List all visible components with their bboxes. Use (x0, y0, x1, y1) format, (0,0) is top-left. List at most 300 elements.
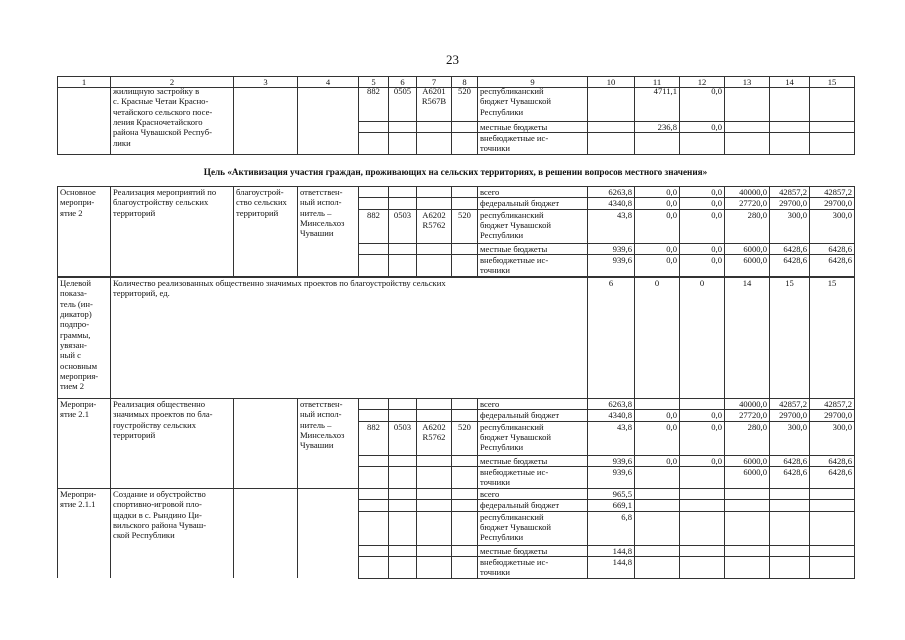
value-cell: 6263,8 (588, 399, 635, 410)
value-cell (770, 556, 810, 578)
csr-cell (417, 86, 452, 121)
value-cell: 0,0 (680, 421, 725, 455)
value-cell (725, 489, 770, 500)
value-cell: 4711,1 (635, 86, 680, 121)
housing-project-block (57, 86, 855, 155)
value-cell: 0,0 (635, 209, 680, 243)
source-line: республиканский (480, 511, 544, 522)
vr-cell (452, 132, 478, 154)
name-cell (111, 187, 234, 277)
status-cell (58, 86, 111, 154)
executor-line: нитель – (300, 419, 332, 430)
header-cell: 6 (389, 77, 417, 88)
value-cell: 6428,6 (810, 243, 855, 254)
status-line: Меропри- (60, 489, 97, 499)
value-cell: 6 (588, 278, 635, 399)
csr-line: R5762 (422, 431, 446, 442)
status-line: дикатор) (60, 308, 92, 319)
vr-cell (452, 121, 478, 132)
grbs-cell (359, 466, 389, 488)
name-line: жилищную застройку в (113, 86, 200, 96)
source-cell (478, 254, 588, 276)
value-cell (810, 132, 855, 154)
source-cell: всего (478, 187, 588, 198)
grbs-cell (359, 254, 389, 276)
source-cell (478, 556, 588, 578)
value-cell: 40000,0 (725, 187, 770, 198)
grbs-cell (359, 545, 389, 556)
executor-line: ответствен- (300, 187, 343, 197)
source-cell (478, 421, 588, 455)
value-cell: 939,6 (588, 243, 635, 254)
value-cell (725, 121, 770, 132)
source-line: бюджет Чувашской (480, 521, 551, 532)
value-cell: 144,8 (588, 556, 635, 578)
executor-cell (298, 86, 359, 154)
value-cell: 939,6 (588, 466, 635, 488)
source-line: внебюджетные ис- (480, 556, 549, 567)
status-line: подпро- (60, 319, 90, 330)
value-cell: 0,0 (635, 198, 680, 209)
status-line: граммы, (60, 329, 91, 340)
rzpr-cell (389, 198, 417, 209)
value-cell: 300,0 (810, 209, 855, 243)
value-cell: 42857,2 (810, 187, 855, 198)
value-cell: 6000,0 (725, 455, 770, 466)
name-line: Создание и обустройство (113, 489, 206, 499)
rzpr-cell (389, 132, 417, 154)
measure-2-1-block (57, 398, 855, 489)
header-cell: 11 (635, 77, 680, 88)
rzpr-cell (389, 545, 417, 556)
name-line: спортивно-игровой пло- (113, 499, 202, 510)
status-line: мероприя- (60, 370, 99, 381)
csr-cell (417, 556, 452, 578)
grbs-cell (359, 121, 389, 132)
vr-cell (452, 254, 478, 276)
name-line: гоустройству сельских (113, 419, 197, 430)
value-cell: 6428,6 (770, 466, 810, 488)
csr-cell (417, 489, 452, 500)
value-cell: 6428,6 (810, 254, 855, 276)
value-cell: 939,6 (588, 455, 635, 466)
rzpr-cell (389, 254, 417, 276)
value-cell (635, 556, 680, 578)
value-cell (770, 489, 810, 500)
grbs-cell (359, 511, 389, 545)
value-cell (635, 132, 680, 154)
value-cell (770, 86, 810, 121)
status-line: ный с (60, 350, 81, 361)
vr-cell: 520 (452, 421, 478, 455)
name-line: лики (113, 137, 131, 148)
value-cell (680, 466, 725, 488)
value-cell (770, 500, 810, 511)
csr-cell (417, 198, 452, 209)
name-line: благоустройству сельских (113, 197, 209, 208)
subprogram-line: территорий (236, 207, 279, 218)
grbs-cell (359, 489, 389, 500)
source-line: внебюджетные ис- (480, 254, 549, 265)
source-cell: местные бюджеты (478, 455, 588, 466)
header-cell: 8 (452, 77, 478, 88)
measure-2-1-1-block (57, 488, 855, 579)
value-cell: 43,8 (588, 209, 635, 243)
source-line: точники (480, 477, 511, 488)
source-line: Республики (480, 106, 524, 117)
header-cell: 3 (234, 77, 298, 88)
value-cell (588, 86, 635, 121)
value-cell (770, 132, 810, 154)
rzpr-cell (389, 243, 417, 254)
rzpr-cell (389, 466, 417, 488)
value-cell: 27720,0 (725, 198, 770, 209)
vr-cell (452, 198, 478, 209)
value-cell: 15 (810, 278, 855, 399)
value-cell (810, 511, 855, 545)
rzpr-cell: 0505 (389, 86, 417, 121)
value-cell (725, 132, 770, 154)
source-cell (478, 86, 588, 121)
value-cell: 15 (770, 278, 810, 399)
status-line: ятие 2.1 (60, 409, 90, 420)
value-cell (680, 556, 725, 578)
grbs-cell: 882 (359, 86, 389, 121)
value-cell (725, 500, 770, 511)
csr-cell (417, 399, 452, 410)
value-cell: 0,0 (635, 187, 680, 198)
grbs-cell (359, 500, 389, 511)
value-cell (680, 132, 725, 154)
source-cell (478, 511, 588, 545)
executor-line: Чувашии (300, 440, 334, 451)
value-cell: 0,0 (635, 243, 680, 254)
value-cell: 6000,0 (725, 254, 770, 276)
goal-title: Цель «Активизация участия граждан, проживающих на сельских территориях, в решении вопросов местного значения» (203, 167, 708, 177)
header-cell: 5 (359, 77, 389, 88)
value-cell: 965,5 (588, 489, 635, 500)
name-line: ления Красночетайского (113, 116, 203, 127)
vr-cell (452, 466, 478, 488)
value-cell: 29700,0 (770, 410, 810, 421)
vr-cell (452, 455, 478, 466)
header-cell: 13 (725, 77, 770, 88)
value-cell (810, 489, 855, 500)
vr-cell: 520 (452, 209, 478, 243)
value-cell: 280,0 (725, 421, 770, 455)
rzpr-cell (389, 455, 417, 466)
executor-cell (298, 399, 359, 489)
value-cell: 0,0 (680, 121, 725, 132)
csr-line: А6201 (422, 86, 446, 96)
csr-line: А6202 (422, 421, 446, 432)
value-cell (810, 556, 855, 578)
status-line: тием 2 (60, 381, 85, 392)
name-line: Реализация мероприятий по (113, 187, 217, 197)
value-cell: 14 (725, 278, 770, 399)
csr-cell (417, 209, 452, 243)
csr-cell (417, 511, 452, 545)
value-cell (810, 545, 855, 556)
value-cell: 4340,8 (588, 198, 635, 209)
rzpr-cell (389, 410, 417, 421)
value-cell: 6428,6 (770, 455, 810, 466)
subprogram-line: благоустрой- (236, 187, 284, 197)
vr-cell (452, 243, 478, 254)
source-line: точники (480, 567, 511, 578)
grbs-cell (359, 187, 389, 198)
subprogram-cell (234, 187, 298, 277)
source-cell: федеральный бюджет (478, 500, 588, 511)
name-line: ской Республики (113, 530, 175, 541)
source-cell: местные бюджеты (478, 121, 588, 132)
value-cell: 0 (680, 278, 725, 399)
table-row (58, 489, 855, 500)
table-row (58, 278, 855, 399)
value-cell: 6,8 (588, 511, 635, 545)
name-line: значимых проектов по бла- (113, 409, 213, 420)
executor-line: нитель – (300, 207, 332, 218)
source-line: республиканский (480, 86, 544, 96)
grbs-cell (359, 399, 389, 410)
name-line: с. Красные Четаи Красно- (113, 96, 209, 107)
subprogram-cell (234, 86, 298, 154)
vr-cell (452, 489, 478, 500)
source-cell: всего (478, 489, 588, 500)
vr-cell (452, 500, 478, 511)
executor-line: Чувашии (300, 228, 334, 239)
rzpr-cell (389, 511, 417, 545)
value-cell (588, 132, 635, 154)
source-line: точники (480, 265, 511, 276)
target-indicator-block (57, 277, 855, 399)
header-cell: 7 (417, 77, 452, 88)
value-cell (680, 545, 725, 556)
grbs-cell (359, 243, 389, 254)
name-line: района Чувашской Респуб- (113, 127, 212, 138)
status-line: тель (ин- (60, 298, 93, 309)
name-line: территорий (113, 429, 156, 440)
source-line: Республики (480, 442, 524, 453)
value-cell: 40000,0 (725, 399, 770, 410)
grbs-cell: 882 (359, 421, 389, 455)
name-line: четайского сельского посе- (113, 106, 213, 117)
status-line: ятие 2.1.1 (60, 499, 96, 510)
rzpr-cell (389, 489, 417, 500)
vr-cell (452, 187, 478, 198)
value-cell (680, 399, 725, 410)
value-cell: 29700,0 (810, 198, 855, 209)
header-cell: 1 (58, 77, 111, 88)
value-cell (680, 489, 725, 500)
value-cell (680, 500, 725, 511)
executor-line: ный испол- (300, 197, 342, 208)
value-cell: 43,8 (588, 421, 635, 455)
vr-cell (452, 556, 478, 578)
value-cell: 6428,6 (770, 254, 810, 276)
value-cell: 300,0 (810, 421, 855, 455)
grbs-cell (359, 455, 389, 466)
status-line: увязан- (60, 339, 87, 350)
grbs-cell: 882 (359, 209, 389, 243)
table-row (58, 187, 855, 198)
value-cell (635, 399, 680, 410)
value-cell (680, 511, 725, 545)
csr-cell (417, 466, 452, 488)
header-cell: 10 (588, 77, 635, 88)
executor-line: ответствен- (300, 399, 343, 409)
status-line: основным (60, 360, 98, 371)
main-measure-2-block (57, 186, 855, 277)
vr-cell: 520 (452, 86, 478, 121)
value-cell (588, 121, 635, 132)
status-line: меропри- (60, 197, 95, 208)
source-cell: всего (478, 399, 588, 410)
value-cell: 42857,2 (810, 399, 855, 410)
indicator-line: Количество реализованных общественно значимых проектов по благоустройству сельских (113, 278, 446, 288)
csr-cell (417, 187, 452, 198)
vr-cell (452, 545, 478, 556)
value-cell: 6000,0 (725, 466, 770, 488)
csr-cell (417, 421, 452, 455)
value-cell: 6000,0 (725, 243, 770, 254)
value-cell: 939,6 (588, 254, 635, 276)
value-cell: 6428,6 (770, 243, 810, 254)
value-cell: 0,0 (635, 254, 680, 276)
source-cell: местные бюджеты (478, 243, 588, 254)
csr-cell (417, 254, 452, 276)
indicator-line: территорий, ед. (113, 288, 170, 299)
subprogram-cell (234, 489, 298, 579)
value-cell: 29700,0 (810, 410, 855, 421)
csr-cell (417, 410, 452, 421)
rzpr-cell (389, 556, 417, 578)
value-cell: 6428,6 (810, 466, 855, 488)
name-cell (111, 86, 234, 154)
csr-cell (417, 455, 452, 466)
vr-cell (452, 410, 478, 421)
header-cell: 12 (680, 77, 725, 88)
executor-line: ный испол- (300, 409, 342, 420)
grbs-cell (359, 132, 389, 154)
value-cell: 0,0 (680, 198, 725, 209)
rzpr-cell: 0503 (389, 209, 417, 243)
executor-cell (298, 489, 359, 579)
page-number: 23 (446, 52, 459, 67)
value-cell: 0,0 (680, 410, 725, 421)
value-cell: 6263,8 (588, 187, 635, 198)
value-cell (810, 86, 855, 121)
source-line: бюджет Чувашской (480, 431, 551, 442)
source-line: бюджет Чувашской (480, 96, 551, 107)
source-line: бюджет Чувашской (480, 219, 551, 230)
value-cell: 300,0 (770, 421, 810, 455)
subprogram-line: ство сельских (236, 197, 287, 208)
value-cell (635, 545, 680, 556)
value-cell: 0,0 (680, 187, 725, 198)
value-cell: 42857,2 (770, 187, 810, 198)
name-cell (111, 399, 234, 489)
value-cell: 0,0 (680, 243, 725, 254)
header-cell: 14 (770, 77, 810, 88)
csr-line: А6202 (422, 209, 446, 220)
value-cell (770, 121, 810, 132)
indicator-name-cell (111, 278, 588, 399)
status-line: ятие 2 (60, 207, 83, 218)
executor-cell (298, 187, 359, 277)
rzpr-cell (389, 399, 417, 410)
vr-cell (452, 399, 478, 410)
value-cell (770, 545, 810, 556)
csr-cell (417, 545, 452, 556)
value-cell: 0,0 (635, 421, 680, 455)
value-cell (725, 511, 770, 545)
header-cell: 2 (111, 77, 234, 88)
status-line: показа- (60, 288, 87, 299)
value-cell (635, 511, 680, 545)
value-cell: 300,0 (770, 209, 810, 243)
status-line: Целевой (60, 278, 92, 288)
source-line: точники (480, 143, 511, 154)
status-cell (58, 278, 111, 399)
value-cell: 144,8 (588, 545, 635, 556)
rzpr-cell (389, 500, 417, 511)
value-cell (635, 500, 680, 511)
value-cell: 0,0 (635, 455, 680, 466)
header-cell: 15 (810, 77, 855, 88)
name-line: щадки в с. Рындино Ци- (113, 509, 202, 520)
source-line: Республики (480, 532, 524, 543)
name-line: территорий (113, 207, 156, 218)
grbs-cell (359, 198, 389, 209)
value-cell (810, 121, 855, 132)
source-cell (478, 209, 588, 243)
vr-cell (452, 511, 478, 545)
value-cell: 0,0 (680, 86, 725, 121)
csr-cell (417, 500, 452, 511)
status-cell (58, 399, 111, 489)
value-cell (635, 489, 680, 500)
value-cell: 0,0 (680, 209, 725, 243)
table-row (58, 399, 855, 410)
source-line: внебюджетные ис- (480, 466, 549, 477)
status-cell (58, 489, 111, 579)
value-cell (725, 556, 770, 578)
value-cell: 0,0 (680, 455, 725, 466)
source-cell: федеральный бюджет (478, 410, 588, 421)
value-cell (725, 545, 770, 556)
value-cell: 0,0 (635, 410, 680, 421)
value-cell: 29700,0 (770, 198, 810, 209)
value-cell (810, 500, 855, 511)
value-cell: 236,8 (635, 121, 680, 132)
source-line: внебюджетные ис- (480, 132, 549, 143)
value-cell: 0,0 (680, 254, 725, 276)
source-cell (478, 132, 588, 154)
csr-line: R567В (421, 96, 447, 107)
csr-cell (417, 243, 452, 254)
source-line: республиканский (480, 421, 544, 432)
csr-cell (417, 132, 452, 154)
header-cell: 4 (298, 77, 359, 88)
name-cell (111, 489, 234, 579)
executor-line: Минсельхоз (300, 217, 345, 228)
executor-line: Минсельхоз (300, 429, 345, 440)
status-line: Меропри- (60, 399, 97, 409)
csr-line: R5762 (422, 219, 446, 230)
rzpr-cell (389, 187, 417, 198)
source-cell: местные бюджеты (478, 545, 588, 556)
